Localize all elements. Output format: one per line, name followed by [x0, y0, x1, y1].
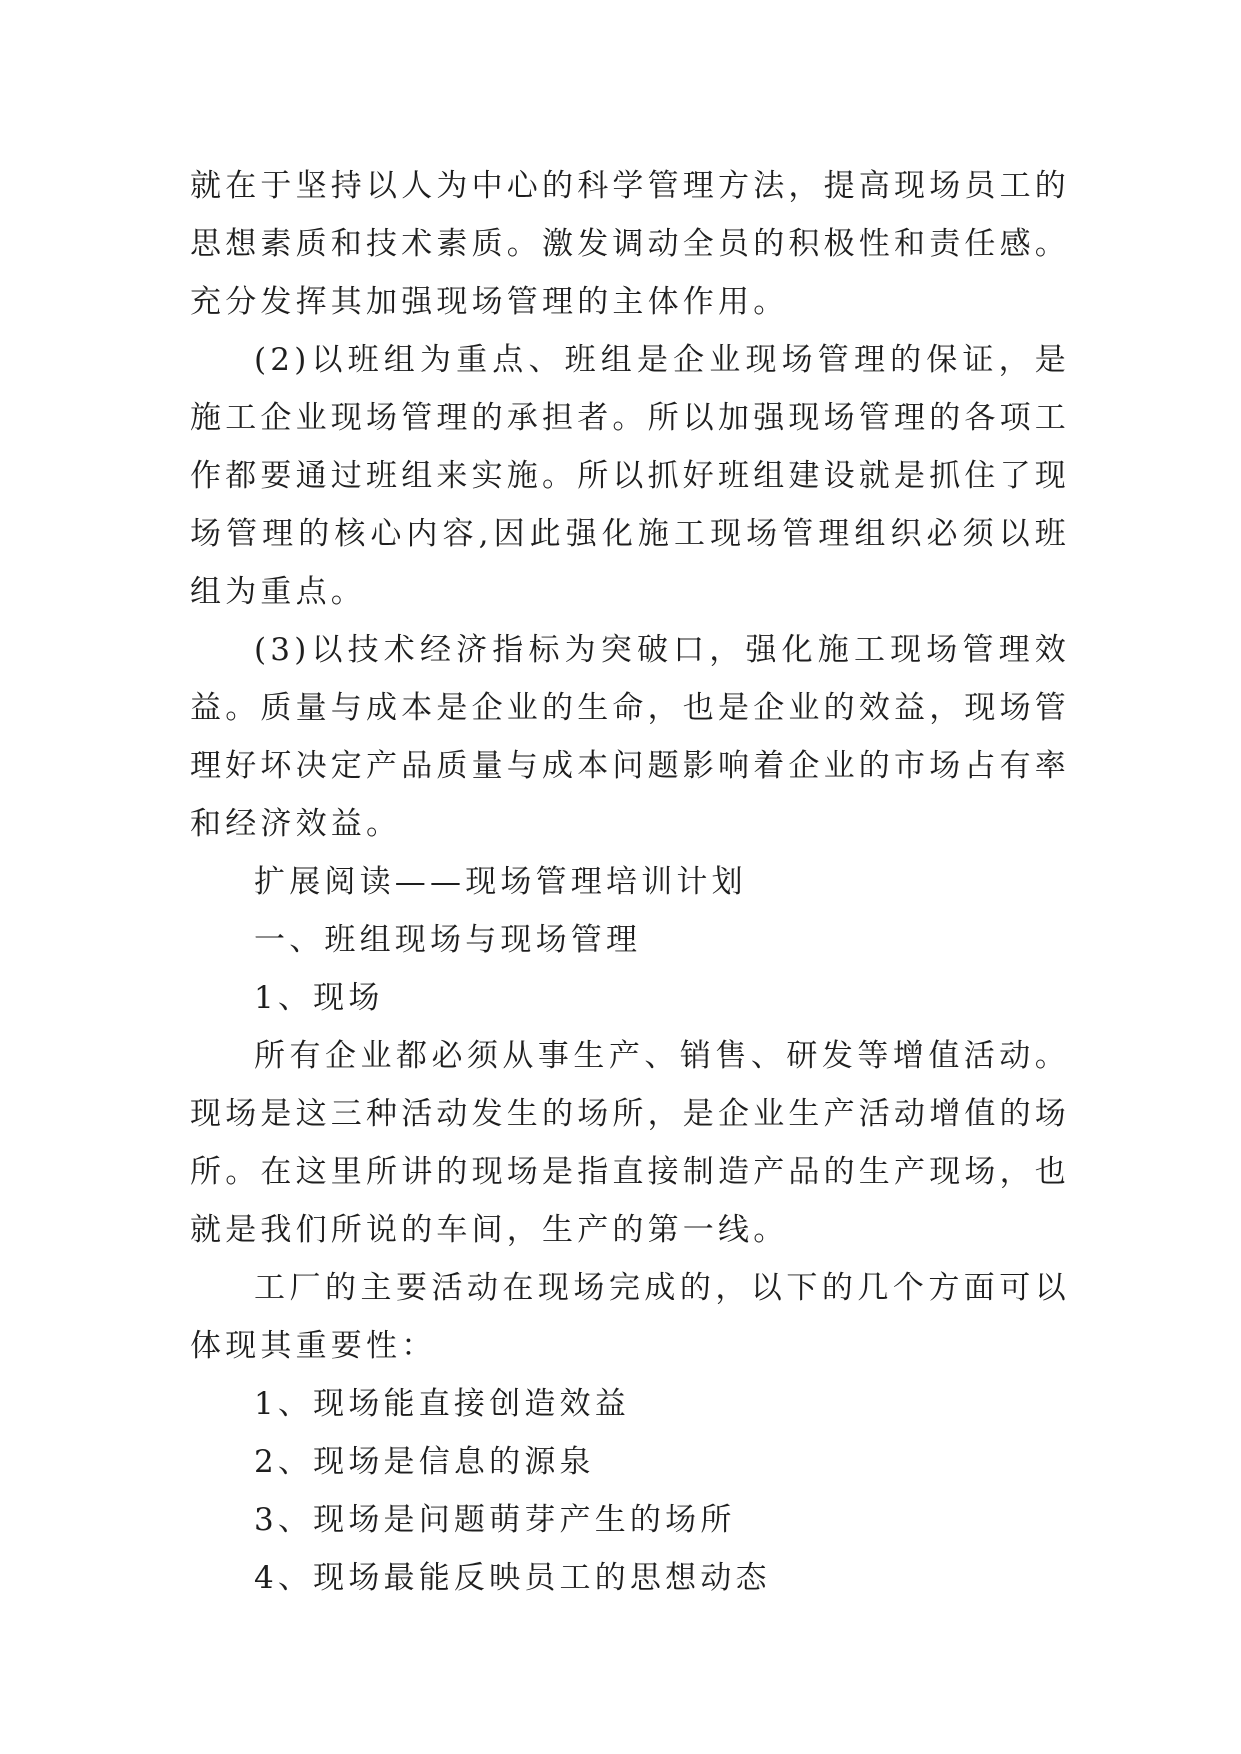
list-item: 2、现场是信息的源泉 [254, 1444, 595, 1480]
document-body [190, 157, 1070, 1607]
heading-extended-reading: 扩展阅读——现场管理培训计划 [254, 864, 747, 900]
heading-section-one: 一、班组现场与现场管理 [254, 922, 642, 958]
paragraph-1: 就在于坚持以人为中心的科学管理方法，提高现场员工的思想素质和技术素质。激发调动全员的积极性和责任感。充分发挥其加强现场管理的主体作用。 [190, 168, 1070, 320]
heading-subsection-1: 1、现场 [254, 980, 384, 1016]
list-item: 4、现场最能反映员工的思想动态 [254, 1560, 771, 1596]
list-item: 1、现场能直接创造效益 [254, 1386, 630, 1422]
list-item: 3、现场是问题萌芽产生的场所 [254, 1502, 736, 1538]
paragraph-3: (3)以技术经济指标为突破口，强化施工现场管理效益。质量与成本是企业的生命，也是企业的效益，现场管理好坏决定产品质量与成本问题影响着企业的市场占有率和经济效益。 [190, 632, 1070, 842]
paragraph-4: 所有企业都必须从事生产、销售、研发等增值活动。现场是这三种活动发生的场所，是企业生产活动增值的场所。在这里所讲的现场是指直接制造产品的生产现场，也就是我们所说的车间，生产的第一线。 [190, 1038, 1070, 1248]
paragraph-2: (2)以班组为重点、班组是企业现场管理的保证，是施工企业现场管理的承担者。所以加强现场管理的各项工作都要通过班组来实施。所以抓好班组建设就是抓住了现场管理的核心内容,因此强化施工现场管理组织必须以班组为重点。 [190, 342, 1070, 610]
paragraph-5: 工厂的主要活动在现场完成的，以下的几个方面可以体现其重要性： [190, 1270, 1070, 1364]
